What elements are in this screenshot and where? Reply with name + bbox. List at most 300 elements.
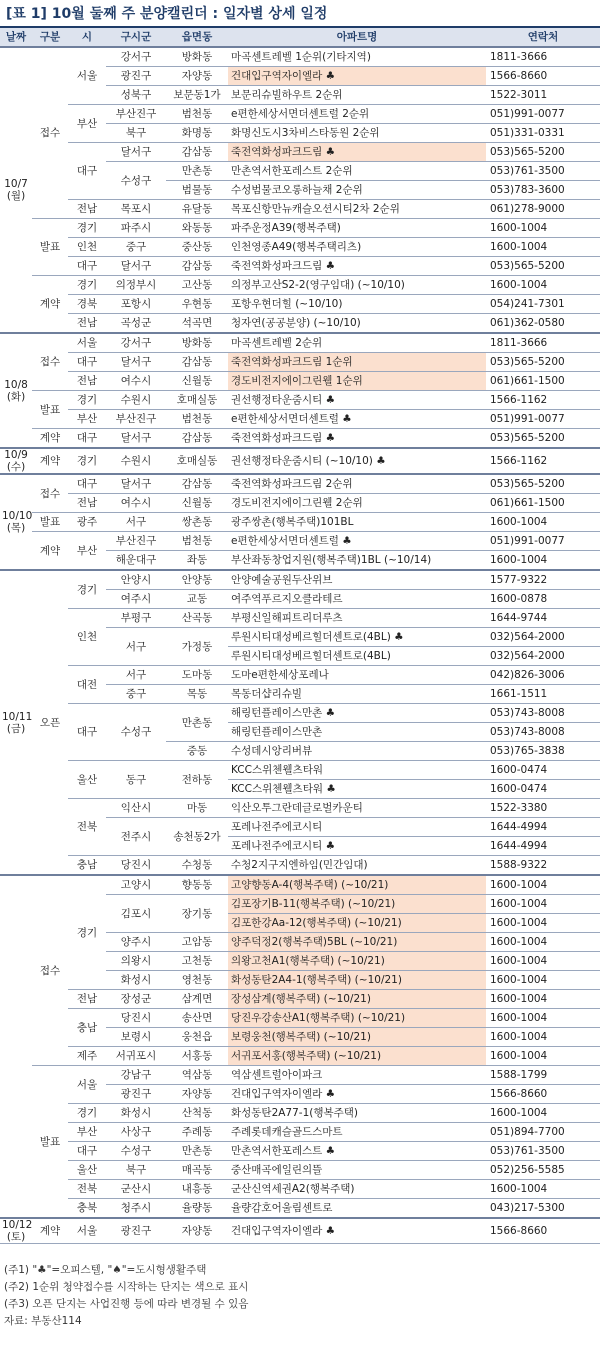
gu-cell: 강서구 — [106, 333, 166, 353]
phone-cell: 1600-1004 — [486, 1104, 600, 1123]
phone-cell: 051)991-0077 — [486, 532, 600, 551]
apartment-name-cell: 수성데시앙리버뷰 — [228, 742, 486, 761]
dong-cell: 만촌동 — [166, 704, 228, 742]
apartment-name-cell: 루원시티대성베르힐더센트로(4BL) ♣ — [228, 628, 486, 647]
table-row — [0, 875, 600, 895]
si-cell: 인천 — [68, 238, 106, 257]
gu-cell: 광진구 — [106, 1218, 166, 1244]
category-cell: 발표 — [32, 219, 68, 276]
dong-cell: 방화동 — [166, 333, 228, 353]
dong-cell: 좌동 — [166, 551, 228, 571]
gu-cell: 안양시 — [106, 570, 166, 590]
category-cell: 오픈 — [32, 570, 68, 875]
table-row — [0, 429, 600, 449]
dong-cell: 범천동 — [166, 532, 228, 551]
column-header: 날짜 — [0, 27, 32, 47]
phone-cell: 1522-3011 — [486, 86, 600, 105]
dong-cell: 내흥동 — [166, 1180, 228, 1199]
date-cell: 10/7 (월) — [0, 47, 32, 333]
gu-cell: 달서구 — [106, 474, 166, 494]
phone-cell: 053)565-5200 — [486, 143, 600, 162]
gu-cell: 의왕시 — [106, 952, 166, 971]
column-header: 구시군 — [106, 27, 166, 47]
dong-cell: 화명동 — [166, 124, 228, 143]
si-cell: 부산 — [68, 1123, 106, 1142]
apartment-name-cell: 여주역푸르지오클라테르 — [228, 590, 486, 609]
phone-cell: 1600-0474 — [486, 761, 600, 780]
dong-cell: 전하동 — [166, 761, 228, 799]
gu-cell: 당진시 — [106, 856, 166, 876]
si-cell: 울산 — [68, 1161, 106, 1180]
phone-cell: 1600-0474 — [486, 780, 600, 799]
si-cell: 서울 — [68, 47, 106, 105]
si-cell: 대구 — [68, 704, 106, 761]
apartment-name-cell: 포레나전주에코시티 ♣ — [228, 837, 486, 856]
phone-cell: 053)565-5200 — [486, 257, 600, 276]
table-row — [0, 333, 600, 353]
gu-cell: 달서구 — [106, 353, 166, 372]
si-cell: 전남 — [68, 990, 106, 1009]
gu-cell: 전주시 — [106, 818, 166, 856]
apartment-name-cell: 권선행정타운줌시티 ♣ — [228, 391, 486, 410]
dong-cell: 중동 — [166, 742, 228, 761]
table-row — [0, 391, 600, 410]
phone-cell: 1600-1004 — [486, 513, 600, 532]
gu-cell: 여주시 — [106, 590, 166, 609]
date-cell: 10/8 (화) — [0, 333, 32, 448]
gu-cell: 수성구 — [106, 162, 166, 200]
gu-cell: 성북구 — [106, 86, 166, 105]
date-cell: 10/9 (수) — [0, 448, 32, 474]
table-row — [0, 704, 600, 723]
gu-cell: 강남구 — [106, 1066, 166, 1085]
dong-cell: 중산동 — [166, 238, 228, 257]
si-cell: 전남 — [68, 314, 106, 334]
table-row — [0, 666, 600, 685]
si-cell: 대구 — [68, 143, 106, 200]
date-cell: 10/10 (목) — [0, 474, 32, 570]
table-row — [0, 143, 600, 162]
gu-cell: 부산진구 — [106, 532, 166, 551]
dong-cell: 안양동 — [166, 570, 228, 590]
phone-cell: 1600-1004 — [486, 990, 600, 1009]
apartment-name-cell: 보령웅천(행복주택) (~10/21) — [228, 1028, 486, 1047]
phone-cell: 1522-3380 — [486, 799, 600, 818]
dong-cell: 삼계면 — [166, 990, 228, 1009]
apartment-name-cell: 김포한강Aa-12(행복주택) (~10/21) — [228, 914, 486, 933]
phone-cell: 053)743-8008 — [486, 704, 600, 723]
gu-cell: 북구 — [106, 1161, 166, 1180]
dong-cell: 산곡동 — [166, 609, 228, 628]
phone-cell: 053)761-3500 — [486, 162, 600, 181]
dong-cell: 와동동 — [166, 219, 228, 238]
apartment-name-cell: 마곡센트레벨 1순위(기타지역) — [228, 47, 486, 67]
table-row — [0, 494, 600, 513]
phone-cell: 1600-1004 — [486, 551, 600, 571]
dong-cell: 매곡동 — [166, 1161, 228, 1180]
apartment-name-cell: 김포장기B-11(행복주택) (~10/21) — [228, 895, 486, 914]
apartment-name-cell: 의왕고천A1(행복주택) (~10/21) — [228, 952, 486, 971]
dong-cell: 신월동 — [166, 494, 228, 513]
dong-cell: 만촌동 — [166, 1142, 228, 1161]
gu-cell: 수원시 — [106, 391, 166, 410]
table-row — [0, 238, 600, 257]
phone-cell: 1600-1004 — [486, 933, 600, 952]
apartment-name-cell: 장성삼계(행복주택) (~10/21) — [228, 990, 486, 1009]
gu-cell: 서구 — [106, 513, 166, 532]
dong-cell: 주례동 — [166, 1123, 228, 1142]
gu-cell: 여수시 — [106, 372, 166, 391]
gu-cell: 양주시 — [106, 933, 166, 952]
table-row — [0, 1218, 600, 1244]
gu-cell: 해운대구 — [106, 551, 166, 571]
phone-cell: 053)783-3600 — [486, 181, 600, 200]
apartment-name-cell: 광주쌍촌(행복주택)101BL — [228, 513, 486, 532]
si-cell: 대구 — [68, 1142, 106, 1161]
dong-cell: 마동 — [166, 799, 228, 818]
table-row — [0, 1047, 600, 1066]
apartment-name-cell: 청자연(공공분양) (~10/10) — [228, 314, 486, 334]
apartment-name-cell: 죽전역화성파크드림 2순위 — [228, 474, 486, 494]
gu-cell: 목포시 — [106, 200, 166, 219]
si-cell: 인천 — [68, 609, 106, 666]
dong-cell: 송산면 — [166, 1009, 228, 1028]
gu-cell: 화성시 — [106, 971, 166, 990]
category-cell: 접수 — [32, 47, 68, 219]
apartment-name-cell: 주례롯데캐슬골드스마트 — [228, 1123, 486, 1142]
table-row — [0, 314, 600, 334]
table-row — [0, 513, 600, 532]
apartment-name-cell: 화성동탄2A77-1(행복주택) — [228, 1104, 486, 1123]
schedule-table-wrap — [0, 26, 600, 1244]
table-row — [0, 570, 600, 590]
date-cell — [0, 875, 32, 1218]
apartment-name-cell: 건대입구역자이엘라 ♣ — [228, 1085, 486, 1104]
date-cell: 10/12 (토) — [2, 1219, 32, 1243]
phone-cell: 1600-1004 — [486, 1028, 600, 1047]
apartment-name-cell: e편한세상서면더센트럴 ♣ — [228, 532, 486, 551]
table-row — [0, 474, 600, 494]
dong-cell: 감삼동 — [166, 474, 228, 494]
table-row — [0, 1161, 600, 1180]
phone-cell: 1600-1004 — [486, 1009, 600, 1028]
category-cell: 접수 — [32, 474, 68, 513]
gu-cell: 수성구 — [106, 704, 166, 761]
category-cell: 접수 — [32, 875, 68, 1066]
phone-cell: 042)826-3006 — [486, 666, 600, 685]
phone-cell: 1600-1004 — [486, 875, 600, 895]
phone-cell: 1600-0878 — [486, 590, 600, 609]
dong-cell: 만촌동 — [166, 162, 228, 181]
table-row — [0, 372, 600, 391]
dong-cell: 범물동 — [166, 181, 228, 200]
si-cell: 부산 — [68, 532, 106, 571]
gu-cell: 고양시 — [106, 875, 166, 895]
dong-cell: 신월동 — [166, 372, 228, 391]
source-note: 자료: 부동산114 — [4, 1315, 82, 1327]
si-cell: 대구 — [68, 257, 106, 276]
phone-cell: 1566-1162 — [486, 391, 600, 410]
apartment-name-cell: e편한세상서면더센트럴 2순위 — [228, 105, 486, 124]
gu-cell: 중구 — [106, 238, 166, 257]
category-cell: 발표 — [32, 1066, 68, 1219]
table-row — [0, 448, 600, 474]
dong-cell: 자양동 — [166, 67, 228, 86]
apartment-name-cell: 부산좌동창업지원(행복주택)1BL (~10/14) — [228, 551, 486, 571]
gu-cell: 익산시 — [106, 799, 166, 818]
phone-cell: 032)564-2000 — [486, 647, 600, 666]
phone-cell: 061)661-1500 — [486, 494, 600, 513]
phone-cell: 1600-1004 — [486, 895, 600, 914]
apartment-name-cell: 목동더샵리슈빌 — [228, 685, 486, 704]
phone-cell: 061)661-1500 — [486, 372, 600, 391]
apartment-name-cell: 의정부고산S2-2(영구임대) (~10/10) — [228, 276, 486, 295]
table-row — [0, 1180, 600, 1199]
gu-cell: 의정부시 — [106, 276, 166, 295]
category-cell: 발표 — [32, 391, 68, 429]
table-row — [0, 1066, 600, 1085]
si-cell: 서울 — [68, 333, 106, 353]
table-row — [0, 761, 600, 780]
si-cell: 서울 — [68, 1218, 106, 1244]
table-header-row — [0, 27, 600, 47]
phone-cell: 053)565-5200 — [486, 474, 600, 494]
apartment-name-cell: KCC스위첸웰츠타워 — [228, 761, 486, 780]
phone-cell: 1600-1004 — [486, 952, 600, 971]
category-cell: 계약 — [32, 429, 68, 449]
si-cell: 전북 — [68, 799, 106, 856]
gu-cell: 사상구 — [106, 1123, 166, 1142]
gu-cell: 화성시 — [106, 1104, 166, 1123]
table-row — [0, 219, 600, 238]
phone-cell: 1644-4994 — [486, 837, 600, 856]
apartment-name-cell: 양주덕정2(행복주택)5BL (~10/21) — [228, 933, 486, 952]
phone-cell: 1566-8660 — [486, 1218, 600, 1244]
apartment-name-cell: 목포신항만뉴캐슬오션시티2차 2순위 — [228, 200, 486, 219]
gu-cell: 동구 — [106, 761, 166, 799]
dong-cell: 도마동 — [166, 666, 228, 685]
table-row — [0, 276, 600, 295]
gu-cell: 부평구 — [106, 609, 166, 628]
apartment-name-cell: 루원시티대성베르힐더센트로(4BL) — [228, 647, 486, 666]
si-cell: 경기 — [68, 1104, 106, 1123]
phone-cell: 1661-1511 — [486, 685, 600, 704]
apartment-name-cell: 죽전역화성파크드림 1순위 — [228, 353, 486, 372]
dong-cell: 쌍촌동 — [166, 513, 228, 532]
apartment-name-cell: 죽전역화성파크드림 ♣ — [228, 429, 486, 449]
apartment-name-cell: 권선행정타운줌시티 (~10/10) ♣ — [228, 448, 486, 474]
apartment-name-cell: 보문리슈빌하우트 2순위 — [228, 86, 486, 105]
phone-cell: 1566-1162 — [486, 448, 600, 474]
si-cell: 대구 — [68, 429, 106, 449]
gu-cell: 부산진구 — [106, 105, 166, 124]
table-row — [0, 295, 600, 314]
gu-cell: 서구 — [106, 666, 166, 685]
gu-cell: 서귀포시 — [106, 1047, 166, 1066]
si-cell: 울산 — [68, 761, 106, 799]
gu-cell: 중구 — [106, 685, 166, 704]
apartment-name-cell: 포항우현더힐 (~10/10) — [228, 295, 486, 314]
phone-cell: 1644-9744 — [486, 609, 600, 628]
apartment-name-cell: 수성범물코오롱하늘채 2순위 — [228, 181, 486, 200]
gu-cell: 광진구 — [106, 67, 166, 86]
dong-cell: 향동동 — [166, 875, 228, 895]
gu-cell: 보령시 — [106, 1028, 166, 1047]
apartment-name-cell: 율량감호어울림센트로 — [228, 1199, 486, 1219]
column-header: 아파트명 — [228, 27, 486, 47]
dong-cell: 고암동 — [166, 933, 228, 952]
apartment-name-cell: 건대입구역자이엘라 ♣ — [228, 1218, 486, 1244]
dong-cell: 감삼동 — [166, 143, 228, 162]
dong-cell: 호매실동 — [166, 391, 228, 410]
footnotes — [4, 1262, 248, 1330]
dong-cell: 유달동 — [166, 200, 228, 219]
apartment-name-cell: 파주운정A39(행복주택) — [228, 219, 486, 238]
dong-cell: 우현동 — [166, 295, 228, 314]
phone-cell: 1600-1004 — [486, 1180, 600, 1199]
dong-cell: 감삼동 — [166, 353, 228, 372]
si-cell: 서울 — [68, 1066, 106, 1104]
gu-cell: 청주시 — [106, 1199, 166, 1219]
si-cell: 대전 — [68, 666, 106, 704]
si-cell: 경기 — [68, 219, 106, 238]
phone-cell: 1588-9322 — [486, 856, 600, 876]
dong-cell: 범천동 — [166, 410, 228, 429]
phone-cell: 053)565-5200 — [486, 429, 600, 449]
apartment-name-cell: 군산신역세권A2(행복주택) — [228, 1180, 486, 1199]
apartment-name-cell: 죽전역화성파크드림 ♣ — [228, 257, 486, 276]
dong-cell: 고천동 — [166, 952, 228, 971]
table-row — [0, 856, 600, 876]
apartment-name-cell: 도마e편한세상포레나 — [228, 666, 486, 685]
apartment-name-cell: 죽전역화성파크드림 ♣ — [228, 143, 486, 162]
phone-cell: 1811-3666 — [486, 333, 600, 353]
gu-cell: 곡성군 — [106, 314, 166, 334]
phone-cell: 043)217-5300 — [486, 1199, 600, 1219]
gu-cell: 수성구 — [106, 1142, 166, 1161]
apartment-name-cell: 건대입구역자이엘라 ♣ — [228, 67, 486, 86]
gu-cell: 김포시 — [106, 895, 166, 933]
table-row — [0, 105, 600, 124]
si-cell: 광주 — [68, 513, 106, 532]
gu-cell: 장성군 — [106, 990, 166, 1009]
phone-cell: 1600-1004 — [486, 219, 600, 238]
phone-cell: 1600-1004 — [486, 914, 600, 933]
apartment-name-cell: 만촌역서한포레스트 ♣ — [228, 1142, 486, 1161]
phone-cell: 1577-9322 — [486, 570, 600, 590]
phone-cell: 1600-1004 — [486, 276, 600, 295]
phone-cell: 1588-1799 — [486, 1066, 600, 1085]
gu-cell: 북구 — [106, 124, 166, 143]
category-cell: 계약 — [32, 1218, 68, 1244]
apartment-name-cell: KCC스위첸웰츠타워 ♣ — [228, 780, 486, 799]
dong-cell: 율량동 — [166, 1199, 228, 1219]
schedule-table — [0, 26, 600, 1244]
apartment-name-cell: e편한세상서면더센트럴 ♣ — [228, 410, 486, 429]
si-cell: 대구 — [68, 353, 106, 372]
si-cell: 부산 — [68, 105, 106, 143]
phone-cell: 054)241-7301 — [486, 295, 600, 314]
apartment-name-cell: 익산오투그란데글로벌카운티 — [228, 799, 486, 818]
column-header: 시 — [68, 27, 106, 47]
dong-cell: 서홍동 — [166, 1047, 228, 1066]
dong-cell: 영천동 — [166, 971, 228, 990]
dong-cell: 장기동 — [166, 895, 228, 933]
dong-cell: 석곡면 — [166, 314, 228, 334]
phone-cell: 1600-1004 — [486, 971, 600, 990]
phone-cell: 1566-8660 — [486, 1085, 600, 1104]
dong-cell: 범천동 — [166, 105, 228, 124]
phone-cell: 051)991-0077 — [486, 410, 600, 429]
table-row — [0, 799, 600, 818]
category-cell: 발표 — [32, 513, 68, 532]
gu-cell: 파주시 — [106, 219, 166, 238]
dong-cell: 고산동 — [166, 276, 228, 295]
dong-cell: 웅천읍 — [166, 1028, 228, 1047]
gu-cell: 달서구 — [106, 143, 166, 162]
footnote: (주3) 오픈 단지는 사업진행 등에 따라 변경될 수 있음 — [4, 1298, 249, 1310]
si-cell: 충남 — [68, 1009, 106, 1047]
footnote: (주1) "♣"=오피스텔, "♠"=도시형생활주택 — [4, 1264, 207, 1276]
column-header: 읍면동 — [166, 27, 228, 47]
si-cell: 전북 — [68, 1180, 106, 1199]
si-cell: 경기 — [68, 448, 106, 474]
gu-cell: 수원시 — [106, 448, 166, 474]
table-title: [표 1] 10월 둘째 주 분양캘린더 : 일자별 상세 일정 — [6, 6, 328, 22]
dong-cell: 교동 — [166, 590, 228, 609]
phone-cell: 053)761-3500 — [486, 1142, 600, 1161]
gu-cell: 부산진구 — [106, 410, 166, 429]
si-cell: 제주 — [68, 1047, 106, 1066]
category-cell: 계약 — [32, 532, 68, 571]
si-cell: 전남 — [68, 372, 106, 391]
apartment-name-cell: 화성동탄2A4-1(행복주택) (~10/21) — [228, 971, 486, 990]
table-row — [0, 200, 600, 219]
table-row — [0, 47, 600, 67]
dong-cell: 산척동 — [166, 1104, 228, 1123]
si-cell: 경기 — [68, 391, 106, 410]
phone-cell: 051)894-7700 — [486, 1123, 600, 1142]
gu-cell: 여수시 — [106, 494, 166, 513]
phone-cell: 1811-3666 — [486, 47, 600, 67]
dong-cell: 가정동 — [166, 628, 228, 666]
si-cell: 충남 — [68, 856, 106, 876]
dong-cell: 감삼동 — [166, 257, 228, 276]
apartment-name-cell: 경도비전지에이그린웰 1순위 — [228, 372, 486, 391]
dong-cell: 자양동 — [166, 1085, 228, 1104]
dong-cell: 수청동 — [166, 856, 228, 876]
table-row — [0, 532, 600, 551]
table-row — [0, 1123, 600, 1142]
apartment-name-cell: 만촌역서한포레스트 2순위 — [228, 162, 486, 181]
gu-cell: 군산시 — [106, 1180, 166, 1199]
table-row — [0, 990, 600, 1009]
table-row — [0, 1009, 600, 1028]
phone-cell: 053)765-3838 — [486, 742, 600, 761]
dong-cell: 감삼동 — [166, 429, 228, 449]
table-row — [0, 353, 600, 372]
si-cell: 경기 — [68, 276, 106, 295]
dong-cell: 목동 — [166, 685, 228, 704]
phone-cell: 051)991-0077 — [486, 105, 600, 124]
table-row — [0, 1104, 600, 1123]
apartment-name-cell: 마곡센트레벨 2순위 — [228, 333, 486, 353]
si-cell: 부산 — [68, 410, 106, 429]
dong-cell: 역삼동 — [166, 1066, 228, 1085]
phone-cell: 061)362-0580 — [486, 314, 600, 334]
gu-cell: 당진시 — [106, 1009, 166, 1028]
phone-cell: 051)331-0331 — [486, 124, 600, 143]
